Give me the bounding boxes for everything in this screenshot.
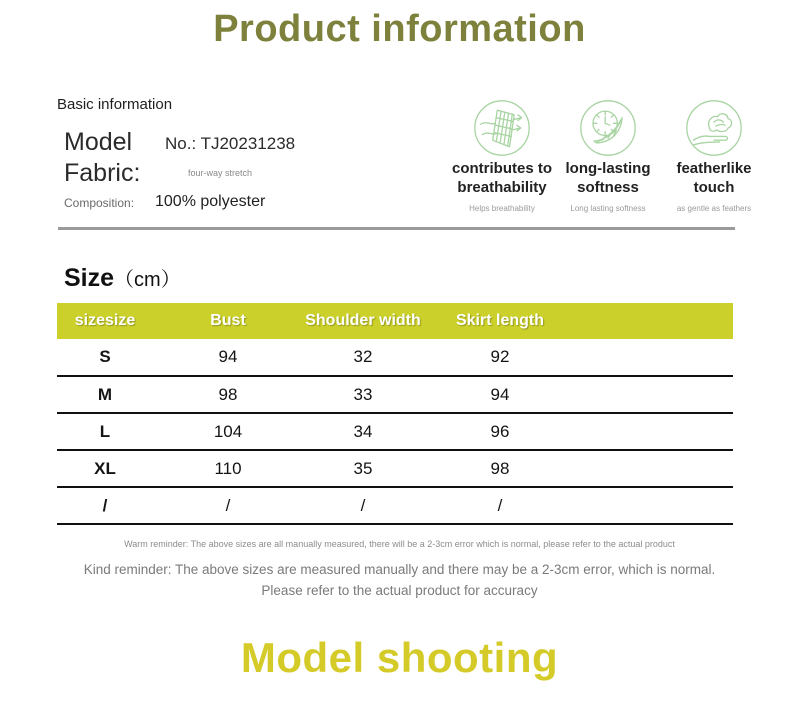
feature-feather-touch: [664, 98, 764, 213]
feature-label: contributes to breathability: [452, 160, 552, 196]
size-table-header-row: [57, 303, 733, 339]
table-cell: 94: [490, 384, 510, 404]
table-cell: 98: [218, 384, 238, 404]
basic-info-heading: Basic information: [57, 96, 173, 113]
table-cell: [577, 376, 733, 413]
feature-softness: [558, 98, 658, 213]
page-title: Product information: [213, 8, 586, 50]
feature-subtext: Long lasting softness: [570, 203, 646, 213]
table-row: [57, 487, 733, 524]
table-cell: 96: [490, 421, 510, 441]
size-table-body: [57, 339, 733, 524]
table-cell: 92: [490, 347, 510, 366]
feature-breathability: [452, 98, 552, 213]
kind-reminder-text: [0, 560, 799, 602]
composition-label: Composition:: [64, 196, 135, 210]
table-cell: M: [97, 384, 113, 404]
size-table-container: [57, 303, 733, 525]
feature-subtext: as gentle as feathers: [676, 203, 752, 213]
table-cell: 32: [353, 347, 373, 366]
table-cell: L: [99, 421, 111, 441]
table-cell: XL: [94, 458, 116, 478]
table-cell: /: [225, 495, 231, 515]
table-cell: 33: [353, 384, 373, 404]
table-cell: [577, 413, 733, 450]
table-cell: [577, 339, 733, 376]
table-cell: 104: [213, 421, 243, 441]
softness-icon: [578, 98, 638, 158]
warm-reminder-text: Warm reminder: The above sizes are all manually measured, there will be a 2-3cm error which is normal, please refer to the actual product: [124, 539, 675, 549]
table-cell: 94: [218, 347, 238, 366]
kind-reminder-line1: Kind reminder: The above sizes are measured manually and there may be a 2-3cm error, which is normal.: [83, 562, 716, 577]
feature-label: long-lasting softness: [565, 160, 651, 196]
section-divider: [58, 227, 735, 230]
table-cell: 98: [490, 458, 510, 478]
size-heading-unit: （cm）: [114, 269, 181, 291]
column-header: sizesize: [74, 312, 136, 329]
table-cell: /: [360, 495, 366, 515]
column-header: [577, 303, 733, 339]
table-row: [57, 376, 733, 413]
size-table: [57, 303, 733, 525]
table-cell: 35: [353, 458, 373, 478]
table-row: [57, 450, 733, 487]
model-shooting-title: Model shooting: [240, 634, 559, 681]
table-cell: /: [102, 495, 108, 515]
column-header: Shoulder width: [305, 312, 421, 329]
size-heading: [64, 263, 181, 293]
fabric-value: four-way stretch: [188, 168, 253, 178]
feature-badges: [452, 98, 764, 213]
table-cell: 34: [353, 421, 373, 441]
table-row: [57, 413, 733, 450]
fabric-label: Fabric:: [64, 159, 141, 187]
table-cell: [577, 487, 733, 524]
breathability-icon: [472, 98, 532, 158]
kind-reminder-line2: Please refer to the actual product for accuracy: [261, 582, 538, 598]
table-cell: /: [497, 495, 503, 515]
size-heading-word: Size: [64, 264, 115, 292]
feature-label: featherlike touch: [676, 160, 752, 196]
feather-touch-icon: [684, 98, 744, 158]
column-header: Bust: [210, 312, 246, 329]
feature-subtext: Helps breathability: [469, 203, 535, 213]
table-cell: [577, 450, 733, 487]
table-row: [57, 339, 733, 376]
table-cell: 110: [214, 458, 242, 478]
column-header: Skirt length: [455, 312, 544, 329]
table-cell: S: [99, 347, 111, 366]
composition-value: 100% polyester: [155, 193, 266, 210]
model-value: No.: TJ20231238: [165, 134, 296, 153]
model-label: Model: [64, 128, 133, 156]
